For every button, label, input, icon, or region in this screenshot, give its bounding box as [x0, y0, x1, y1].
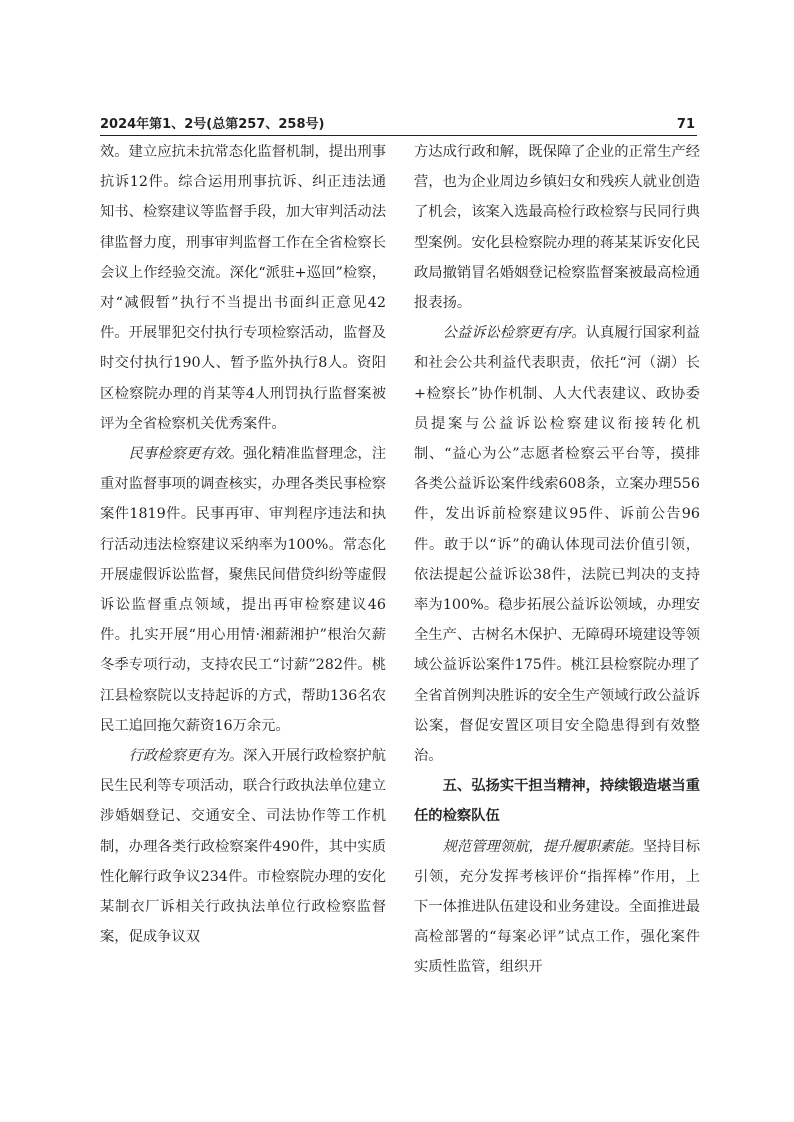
paragraph-lead: 民事检察更有效。: [128, 446, 243, 463]
paragraph-lead: 公益诉讼检察更有序。: [442, 325, 586, 342]
left-column: [100, 137, 386, 952]
page-number: 71: [676, 117, 695, 132]
paragraph-civil-procuratorate: [100, 439, 386, 741]
section-heading: 五、弘扬实干担当精神，持续锻造堪当重任的检察队伍: [414, 778, 700, 825]
paragraph-administrative-continued: 方达成行政和解，既保障了企业的正常生产经营，也为企业周边乡镇妇女和残疾人就业创造了机会，该案入选最高检行政检察与民同行典型案例。安化县检察院办理的蒋某某诉安化民政局撤销冒名婚姻登记检察监督案被最高检通报表扬。: [414, 144, 700, 312]
right-column: [414, 137, 700, 983]
paragraph-body: 坚持目标引领，充分发挥考核评价“指挥棒”作用，上下一体推进队伍建设和业务建设。全面推进最高检部署的“每案必评”试点工作，强化案件实质性监管，组织开: [414, 838, 701, 976]
paragraph-body: 深入开展行政检察护航民生民利等专项活动，联合行政执法单位建立涉婚姻登记、交通安全、司法协作等工作机制，办理各类行政检察案件490件，其中实质性化解行政争议234件。市检察院办理的安化某制衣厂诉相关行政执法单位行政检察监督案，促成争议双: [100, 748, 387, 946]
issue-label: 2024年第1、2号(总第257、258号): [100, 117, 325, 132]
paragraph-body: 认真履行国家利益和社会公共利益代表职责，依托“河（湖）长+检察长”协作机制、人大代表建议、政协委员提案与公益诉讼检察建议衔接转化机制、“益心为公”志愿者检察云平台等，摸排各类公益诉讼案件线索608条，立案办理556件，发出诉前检察建议95件、诉前公告96件。敢于以“诉”的确认体现司法价值引领，依法提起公益诉讼38件，法院已判决的支持率为100%。稳步拓展公益诉讼领域，办理安全生产、古树名木保护、无障碍环境建设等领域公益诉讼案件175件。桃江县检察院办理了全省首例判决胜诉的安全生产领域行政公益诉讼案，督促安置区项目安全隐患得到有效整治。: [414, 325, 701, 765]
paragraph-lead: 行政检察更有为。: [128, 748, 243, 765]
paragraph-administrative-procuratorate: [100, 741, 386, 952]
paragraph-lead: 规范管理领航，提升履职素能。: [442, 838, 643, 855]
paragraph-body: 强化精准监督理念，注重对监督事项的调查核实，办理各类民事检察案件1819件。民事再审、审判程序违法和执行活动违法检察建议采纳率为100%。常态化开展虚假诉讼监督，聚焦民间借贷纠纷等虚假诉讼监督重点领域，提出再审检察建议46件。扎实开展“用心用情·湘薪湘护”根治欠薪冬季专项行动，支持农民工“讨薪”282件。桃江县检察院以支持起诉的方式，帮助136名农民工追回拖欠薪资16万余元。: [100, 446, 387, 734]
running-header: [100, 117, 697, 136]
paragraph-team-management: [414, 832, 700, 983]
paragraph-public-interest-litigation: [414, 318, 700, 771]
paragraph-criminal-supervision: 效。建立应抗未抗常态化监督机制，提出刑事抗诉12件。综合运用刑事抗诉、纠正违法通知书、检察建议等监督手段，加大审判活动法律监督力度，刑事审判监督工作在全省检察长会议上作经验交流。深化“派驻+巡回”检察，对“减假暂”执行不当提出书面纠正意见42件。开展罪犯交付执行专项检察活动，监督及时交付执行190人、暂予监外执行8人。资阳区检察院办理的肖某等4人刑罚执行监督案被评为全省检察机关优秀案件。: [100, 144, 386, 432]
